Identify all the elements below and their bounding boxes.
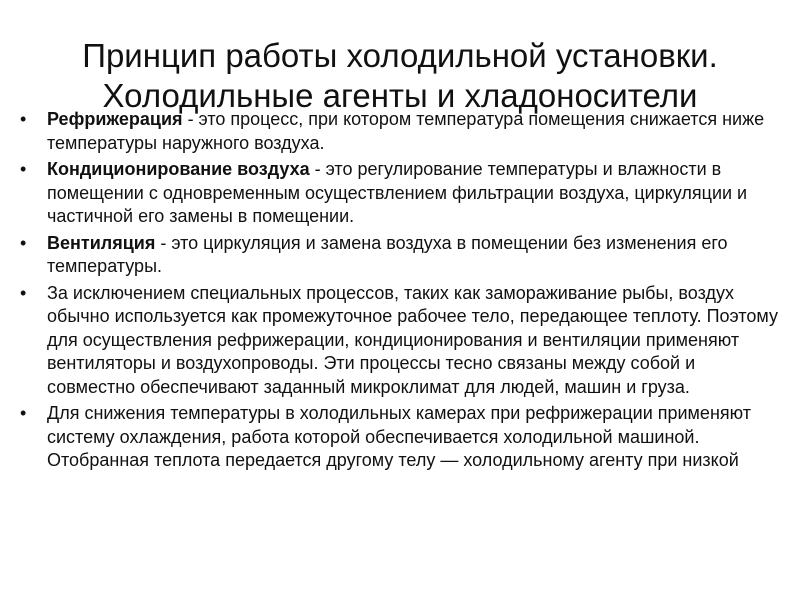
bullet-item-air-as-working-medium xyxy=(20,282,778,400)
bullet-text: За исключением специальных процессов, таких как замораживание рыбы, воздух обычно используется как промежуточное рабочее тело, передающее теплоту. Поэтому для осуществления рефрижерации, кондиционирования и вентиляции применяют вентиляторы и воздухопроводы. Эти процессы тесно связаны между собой и совместно обеспечивают заданный микроклимат для людей, машин и груза. xyxy=(47,282,778,397)
bullet-dot-icon: • xyxy=(20,159,27,179)
bullet-dot-icon: • xyxy=(20,282,27,303)
bullet-list xyxy=(20,108,778,476)
bullet-term: Вентиляция xyxy=(47,232,156,253)
bullet-term: Кондиционирование воздуха xyxy=(47,159,310,179)
bullet-text: Для снижения температуры в холодильных камерах при рефрижерации применяют систему охлаждения, работа которой обеспечивается холодильной машиной. Отобранная теплота передается другому телу — холодильному агенту при низкой xyxy=(47,403,751,470)
slide-title xyxy=(0,36,800,116)
slide-title-line-1: Принцип работы холодильной установки. xyxy=(82,37,718,74)
slide-title-line-2: Холодильные агенты и хладоносители xyxy=(102,77,698,114)
bullet-item-air-conditioning xyxy=(20,158,778,229)
bullet-text: - это процесс, при котором температура помещения снижается ниже температуры наружного воздуха. xyxy=(47,109,765,153)
bullet-dot-icon: • xyxy=(20,109,27,129)
bullet-item-ventilation xyxy=(20,232,778,279)
bullet-dot-icon: • xyxy=(20,403,27,423)
bullet-item-refrigeration xyxy=(20,108,778,155)
bullet-dot-icon: • xyxy=(20,232,27,253)
bullet-text: - это циркуляция и замена воздуха в помещении без изменения его температуры. xyxy=(47,232,728,276)
bullet-term: Рефрижерация xyxy=(47,109,183,129)
bullet-text: - это регулирование температуры и влажности в помещении с одновременным осуществлением фильтрации воздуха, циркуляции и частичной его замены в помещении. xyxy=(47,159,748,226)
bullet-item-cooling-system xyxy=(20,402,778,473)
